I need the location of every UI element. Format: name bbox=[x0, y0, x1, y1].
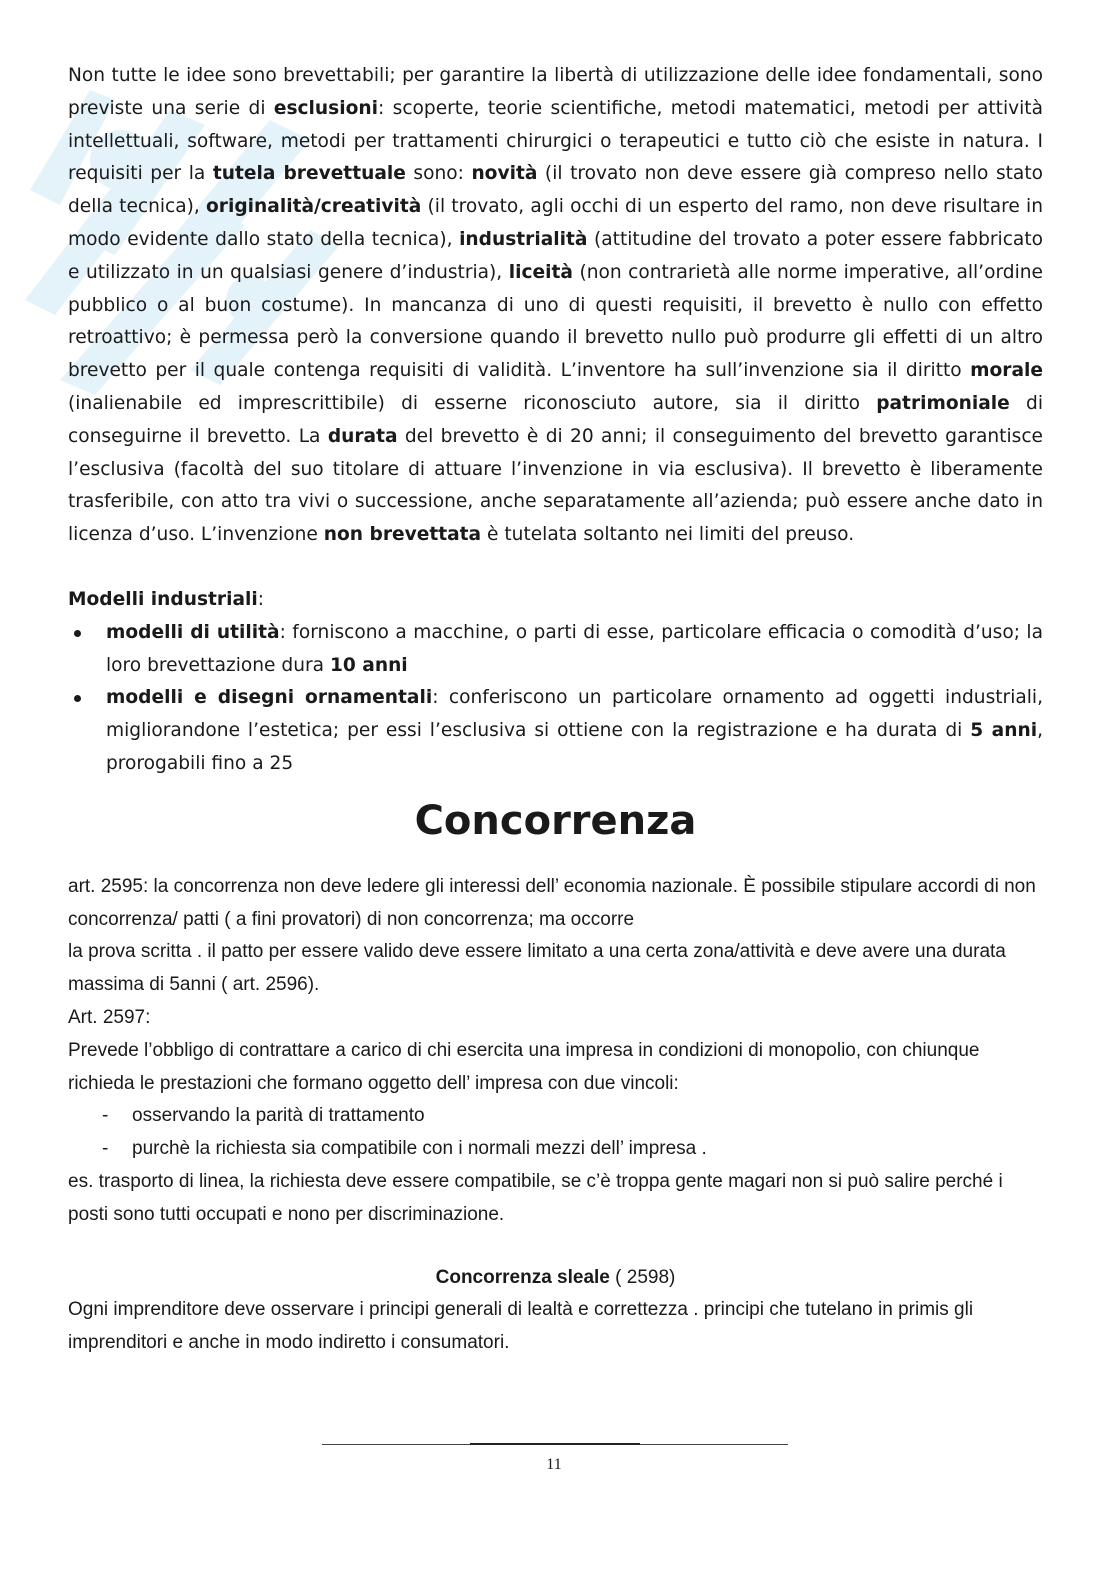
sleale-heading: Concorrenza sleale ( 2598) bbox=[435, 1266, 676, 1288]
brevetti-paragraph: Non tutte le idee sono brevettabili; per garantire la libertà di utilizzazione delle idee fondamentali, sono previste una serie di esclusioni: scoperte, teorie scientifiche, metodi matematici, metodi per attività intellettuali, software, metodi per trattamenti chirurgici o terapeutici e tutto ciò che esiste in natura. I requisiti per la tutela brevettuale sono: novità (il trovato non deve essere già compreso nello stato della tecnica), originalità/creatività (il trovato, agli occhi di un esperto del ramo, non deve risultare in modo evidente dallo stato della tecnica), industrialità (attitudine del trovato a poter essere fabbricato e utilizzato in un qualsiasi genere d’industria), liceità (non contrarietà alle norme imperative, all’ordine pubblico o al buon costume). In mancanza di uno di questi requisiti, il brevetto è nullo con effetto retroattivo; è permessa però la conversione quando il brevetto nullo può produrre gli effetti di un altro brevetto per il quale contenga requisiti di validità. L’inventore ha sull’invenzione sia il diritto morale (inalienabile ed imprescrittibile) di esserne riconosciuto autore, sia il diritto patrimoniale di conseguirne il brevetto. La durata del brevetto è di 20 anni; il conseguimento del brevetto garantisce l’esclusiva (facoltà del suo titolare di attuare l’invenzione in via esclusiva). Il brevetto è liberamente trasferibile, con atto tra vivi o successione, anche separatamente all’azienda; può essere anche dato in licenza d’uso. L’invenzione non brevettata è tutelata soltanto nei limiti del preuso. bbox=[68, 65, 1043, 546]
concorrenza-paragraph: Art. 2597: bbox=[68, 1006, 151, 1028]
modelli-heading: Modelli industriali: bbox=[68, 588, 265, 610]
page-number: 11 bbox=[546, 1456, 562, 1473]
concorrenza-paragraph: art. 2595: la concorrenza non deve ledere gli interessi dell’ economia nazionale. È possibile stipulare accordi di non concorrenza/ patti ( a fini provatori) di non concorrenza; ma occorre bbox=[68, 875, 1036, 930]
concorrenza-paragraph: Prevede l’obbligo di contrattare a carico di chi esercita una impresa in condizioni di monopolio, con chiunque richieda le prestazioni che formano oggetto dell’ impresa con due vincoli: bbox=[68, 1039, 980, 1094]
list-item: - osservando la parità di trattamento bbox=[68, 1100, 1043, 1133]
list-item: modelli e disegni ornamentali: conferiscono un particolare ornamento ad oggetti industriali, migliorandone l’estetica; per essi l’esclusiva si ottiene con la registrazione e ha durata di 5 anni, prorogabili fino a 25 bbox=[68, 682, 1043, 780]
list-item: modelli di utilità: forniscono a macchine, o parti di esse, particolare efficacia o comodità d’uso; la loro brevettazione dura 10 anni bbox=[68, 617, 1043, 683]
footer-divider-accent bbox=[470, 1443, 640, 1445]
concorrenza-body bbox=[68, 871, 1043, 1360]
modelli-list bbox=[68, 617, 1043, 781]
concorrenza-paragraph: la prova scritta . il patto per essere valido deve essere limitato a una certa zona/attività e deve avere una durata massima di 5anni ( art. 2596). bbox=[68, 941, 1006, 996]
section-title: Concorrenza bbox=[414, 797, 697, 844]
sleale-paragraph: Ogni imprenditore deve osservare i principi generali di lealtà e correttezza . principi che tutelano in primis gli imprenditori e anche in modo indiretto i consumatori. bbox=[68, 1299, 974, 1354]
vincoli-list bbox=[68, 1100, 1043, 1166]
document-page bbox=[68, 60, 1043, 1360]
concorrenza-paragraph: es. trasporto di linea, la richiesta deve essere compatibile, se c’è troppa gente magari non si può salire perché i posti sono tutti occupati e nono per discriminazione. bbox=[68, 1170, 1003, 1225]
list-item: - purchè la richiesta sia compatibile con i normali mezzi dell’ impresa . bbox=[68, 1133, 1043, 1166]
